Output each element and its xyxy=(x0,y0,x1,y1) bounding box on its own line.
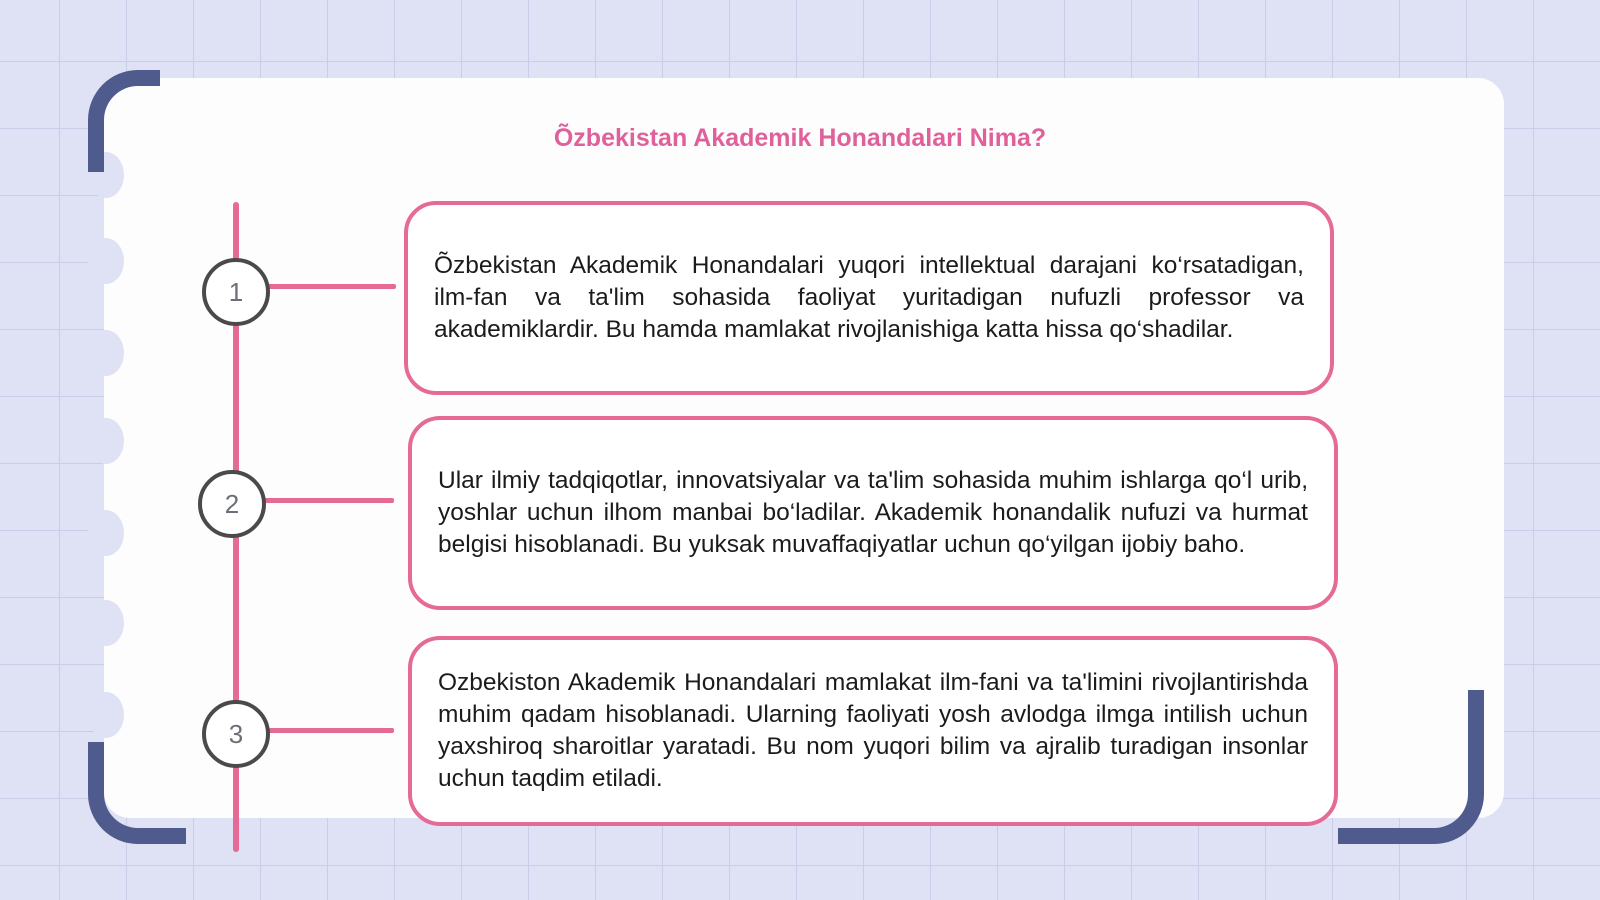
timeline-connector xyxy=(268,284,396,289)
step-marker-3: 3 xyxy=(202,700,270,768)
info-text-2: Ular ilmiy tadqiqotlar, innovatsiyalar va ta'lim sohasida muhim ishlarga qo‘l urib, yoshlar uchun ilhom manbai bo‘ladilar. Akademik honandalik nufuzi va hurmat belgisi hisoblanadi. Bu yuksak muvaffaqiyatlar uchun qo‘yilgan ijobiy baho. xyxy=(438,467,1308,558)
step-marker-2: 2 xyxy=(198,470,266,538)
binder-notch xyxy=(88,692,124,738)
binder-notch xyxy=(88,330,124,376)
corner-bracket-top-left xyxy=(88,70,160,172)
timeline-connector xyxy=(268,728,394,733)
timeline-connector xyxy=(264,498,394,503)
binder-notch xyxy=(88,418,124,464)
corner-bracket-bottom-right xyxy=(1338,690,1484,844)
corner-bracket-bottom-left xyxy=(88,742,186,844)
binder-notch xyxy=(88,238,124,284)
info-text-1: Õzbekistan Akademik Honandalari yuqori intellektual darajani ko‘rsatadigan, ilm-fan va ta'lim sohasida faoliyat yuritadigan nufuzli professor va akademiklardir. Bu hamda mamlakat rivojlanishiga katta hissa qo‘shadilar. xyxy=(434,252,1304,343)
info-box-1 xyxy=(404,201,1334,395)
binder-notch xyxy=(88,600,124,646)
info-box-2 xyxy=(408,416,1338,610)
slide-title: Õzbekistan Akademik Honandalari Nima? xyxy=(553,124,1047,152)
binder-notch xyxy=(88,510,124,556)
info-box-3 xyxy=(408,636,1338,826)
step-marker-1: 1 xyxy=(202,258,270,326)
info-text-3: Ozbekiston Akademik Honandalari mamlakat ilm-fani va ta'limini rivojlantirishda muhim qadam hisoblanadi. Ularning faoliyati yosh avlodga ilmga intilish uchun yaxshiroq sharoitlar yaratadi. Bu nom yuqori bilim va ajralib turadigan insonlar uchun taqdim etiladi. xyxy=(438,669,1308,792)
